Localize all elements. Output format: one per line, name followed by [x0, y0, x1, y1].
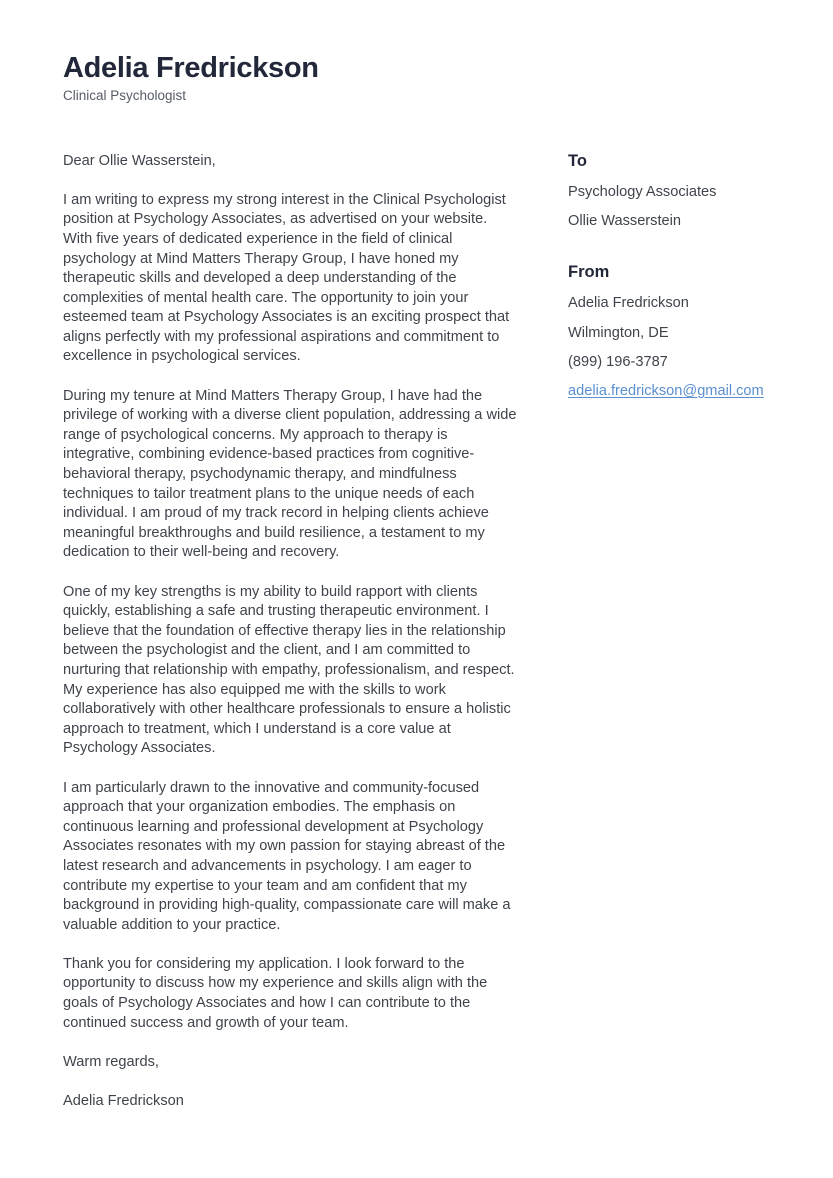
letter-paragraph-4: I am particularly drawn to the innovative and community-focused approach that your organization embodies. The emphasis on continuous learning and professional development at Psychology Associates resonates with my own passion for staying abreast of the latest research and advancements in psychology. I am eager to contribute my expertise to your team and am confident that my background in providing high-quality, compassionate care will make a valuable addition to your practice. [63, 779, 511, 933]
letter-paragraph-5: Thank you for considering my application. I look forward to the opportunity to discuss how my experience and skills align with the goals of Psychology Associates and how I can contribute to the continued success and growth of your team. [63, 955, 488, 1031]
to-section [568, 152, 793, 231]
from-location: Wilmington, DE [568, 324, 669, 341]
from-name: Adelia Fredrickson [568, 295, 689, 312]
from-phone: (899) 196-3787 [568, 353, 668, 370]
to-recipient: Ollie Wasserstein [568, 212, 681, 229]
to-heading: To [568, 151, 587, 170]
letter-greeting: Dear Ollie Wasserstein, [63, 152, 216, 169]
candidate-name: Adelia Fredrickson [63, 52, 319, 84]
letter-paragraph-2: During my tenure at Mind Matters Therapy Group, I have had the privilege of working with a diverse client population, addressing a wide range of psychological concerns. My approach to therapy is integrative, combining evidence-based practices from cognitive-behavioral therapy, psychodynamic therapy, and mindfulness techniques to tailor treatment plans to the unique needs of each individual. I am proud of my track record in helping clients achieve meaningful breakthroughs and build resilience, a testament to my dedication to their well-being and recovery. [63, 387, 517, 561]
letter-paragraph-1: I am writing to express my strong interest in the Clinical Psychologist position at Psychology Associates, as advertised on your website. With five years of dedicated experience in the field of clinical psychology at Mind Matters Therapy Group, I have honed my therapeutic skills and developed a deep understanding of the complexities of mental health care. The opportunity to join your esteemed team at Psychology Associates is an exciting prospect that aligns perfectly with my professional aspirations and commitment to excellence in psychological services. [63, 191, 510, 365]
letter-body [63, 152, 519, 1112]
from-heading: From [568, 263, 610, 282]
from-email-link[interactable]: adelia.fredrickson@gmail.com [568, 382, 764, 399]
from-section [568, 263, 793, 400]
to-company: Psychology Associates [568, 183, 717, 200]
content-area [63, 152, 833, 1112]
contact-sidebar [568, 152, 793, 412]
letter-header [0, 0, 833, 105]
letter-closing: Warm regards, [63, 1053, 159, 1070]
candidate-job-title: Clinical Psychologist [63, 88, 187, 104]
letter-paragraph-3: One of my key strengths is my ability to build rapport with clients quickly, establishing a safe and trusting therapeutic environment. I believe that the foundation of effective therapy lies in the relationship between the psychologist and the client, and I am committed to nurturing that relationship with empathy, professionalism, and respect. My experience has also equipped me with the skills to work collaboratively with other healthcare professionals to ensure a holistic approach to treatment, which I understand is a core value at Psychology Associates. [63, 583, 515, 757]
letter-signature: Adelia Fredrickson [63, 1093, 184, 1110]
